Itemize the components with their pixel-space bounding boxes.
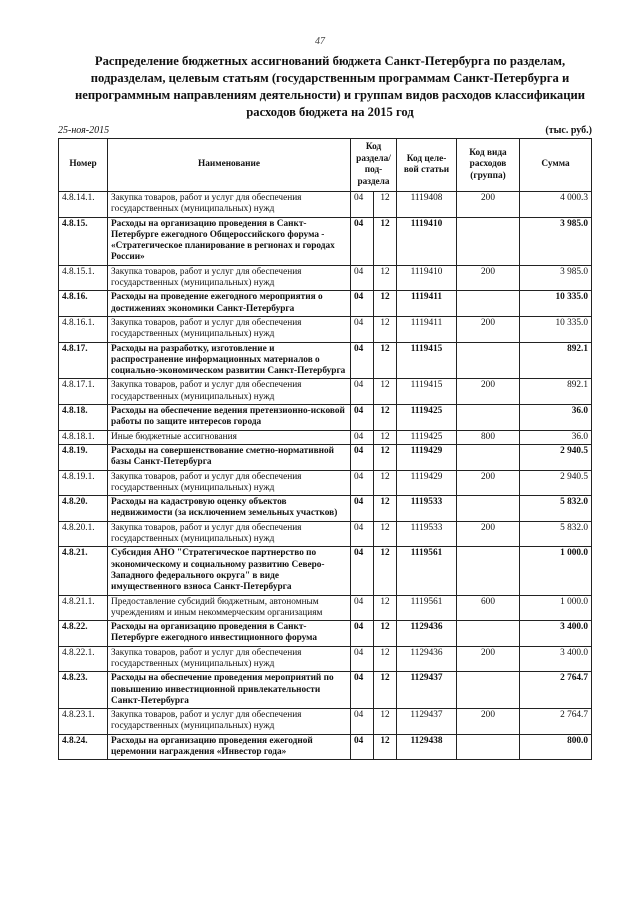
row-number: 4.8.20.1. [59, 521, 108, 547]
row-csr: 1119408 [397, 192, 457, 218]
row-name: Субсидия АНО "Стратегическое партнерство по экономическому и социальному развитию Северо-Западного федерального округа" в виде имущественного взноса Санкт-Петербурга [108, 547, 351, 595]
row-sum: 3 400.0 [520, 646, 592, 672]
table-row [59, 595, 592, 621]
row-csr: 1119429 [397, 444, 457, 470]
table-row [59, 547, 592, 595]
header-csr: Код целе-вой статьи [397, 139, 457, 192]
row-name: Закупка товаров, работ и услуг для обеспечения государственных (муниципальных) нужд [108, 709, 351, 735]
row-csr: 1119425 [397, 430, 457, 444]
row-number: 4.8.21.1. [59, 595, 108, 621]
row-section: 04 [351, 217, 374, 265]
table-row [59, 521, 592, 547]
row-number: 4.8.16.1. [59, 316, 108, 342]
table-row [59, 342, 592, 379]
row-sum: 800.0 [520, 734, 592, 760]
row-name: Расходы на кадастровую оценку объектов недвижимости (за исключением земельных участков) [108, 496, 351, 522]
row-sum: 2 940.5 [520, 470, 592, 496]
row-vr [457, 444, 520, 470]
table-row [59, 405, 592, 431]
row-number: 4.8.22. [59, 621, 108, 647]
row-csr: 1119533 [397, 521, 457, 547]
row-number: 4.8.23. [59, 672, 108, 709]
row-subsection: 12 [374, 470, 397, 496]
row-csr: 1119410 [397, 217, 457, 265]
row-vr: 200 [457, 521, 520, 547]
row-number: 4.8.21. [59, 547, 108, 595]
table-row [59, 470, 592, 496]
row-csr: 1119415 [397, 379, 457, 405]
table-row [59, 646, 592, 672]
row-csr: 1129436 [397, 646, 457, 672]
row-number: 4.8.14.1. [59, 192, 108, 218]
row-csr: 1129437 [397, 672, 457, 709]
row-sum: 2 764.7 [520, 672, 592, 709]
table-row [59, 430, 592, 444]
row-csr: 1119415 [397, 342, 457, 379]
row-sum: 1 000.0 [520, 547, 592, 595]
row-csr: 1119425 [397, 405, 457, 431]
row-name: Закупка товаров, работ и услуг для обеспечения государственных (муниципальных) нужд [108, 265, 351, 291]
row-section: 04 [351, 405, 374, 431]
header-vr: Код вида расходов (группа) [457, 139, 520, 192]
row-name: Расходы на совершенствование сметно-нормативной базы Санкт-Петербурга [108, 444, 351, 470]
row-csr: 1119561 [397, 595, 457, 621]
row-number: 4.8.17.1. [59, 379, 108, 405]
row-section: 04 [351, 342, 374, 379]
budget-table [58, 138, 592, 760]
row-subsection: 12 [374, 405, 397, 431]
row-subsection: 12 [374, 709, 397, 735]
row-section: 04 [351, 621, 374, 647]
row-number: 4.8.19.1. [59, 470, 108, 496]
row-vr [457, 734, 520, 760]
row-name: Расходы на проведение ежегодного мероприятия о достижениях экономики Санкт-Петербурга [108, 291, 351, 317]
row-subsection: 12 [374, 595, 397, 621]
table-row [59, 621, 592, 647]
row-vr: 600 [457, 595, 520, 621]
row-vr: 800 [457, 430, 520, 444]
row-subsection: 12 [374, 672, 397, 709]
row-vr [457, 547, 520, 595]
table-row [59, 217, 592, 265]
row-section: 04 [351, 595, 374, 621]
row-sum: 3 985.0 [520, 217, 592, 265]
row-sum: 3 400.0 [520, 621, 592, 647]
row-subsection: 12 [374, 265, 397, 291]
row-csr: 1119411 [397, 291, 457, 317]
row-vr [457, 621, 520, 647]
row-subsection: 12 [374, 291, 397, 317]
table-row [59, 379, 592, 405]
row-section: 04 [351, 496, 374, 522]
row-sum: 36.0 [520, 430, 592, 444]
row-vr: 200 [457, 470, 520, 496]
row-vr: 200 [457, 709, 520, 735]
row-name: Закупка товаров, работ и услуг для обеспечения государственных (муниципальных) нужд [108, 192, 351, 218]
row-number: 4.8.15.1. [59, 265, 108, 291]
table-row [59, 496, 592, 522]
row-sum: 4 000.3 [520, 192, 592, 218]
row-number: 4.8.20. [59, 496, 108, 522]
units-label: (тыс. руб.) [545, 125, 592, 136]
row-section: 04 [351, 709, 374, 735]
row-name: Расходы на организацию проведения в Санкт-Петербурге ежегодного Общероссийского форума - «Стратегическое планирование в регионах и городах России» [108, 217, 351, 265]
table-row [59, 316, 592, 342]
row-name: Расходы на разработку, изготовление и распространение информационных материалов о социально-экономическом развитии Санкт-Петербурга [108, 342, 351, 379]
table-body [59, 192, 592, 760]
row-section: 04 [351, 444, 374, 470]
row-subsection: 12 [374, 621, 397, 647]
row-section: 04 [351, 430, 374, 444]
row-number: 4.8.18. [59, 405, 108, 431]
row-subsection: 12 [374, 217, 397, 265]
row-number: 4.8.24. [59, 734, 108, 760]
row-sum: 10 335.0 [520, 316, 592, 342]
row-number: 4.8.16. [59, 291, 108, 317]
row-section: 04 [351, 291, 374, 317]
row-vr [457, 405, 520, 431]
row-subsection: 12 [374, 430, 397, 444]
row-number: 4.8.18.1. [59, 430, 108, 444]
table-row [59, 709, 592, 735]
row-section: 04 [351, 521, 374, 547]
row-vr [457, 291, 520, 317]
row-section: 04 [351, 646, 374, 672]
row-vr: 200 [457, 192, 520, 218]
table-row [59, 192, 592, 218]
row-name: Закупка товаров, работ и услуг для обеспечения государственных (муниципальных) нужд [108, 470, 351, 496]
row-subsection: 12 [374, 444, 397, 470]
row-name: Предоставление субсидий бюджетным, автономным учреждениям и иным некоммерческим организациям [108, 595, 351, 621]
row-vr: 200 [457, 265, 520, 291]
header-sum: Сумма [520, 139, 592, 192]
row-vr [457, 672, 520, 709]
row-name: Расходы на организацию проведения в Санкт-Петербурге ежегодного инвестиционного форума [108, 621, 351, 647]
row-csr: 1129438 [397, 734, 457, 760]
row-csr: 1119533 [397, 496, 457, 522]
row-section: 04 [351, 470, 374, 496]
row-csr: 1119411 [397, 316, 457, 342]
row-section: 04 [351, 379, 374, 405]
row-name: Закупка товаров, работ и услуг для обеспечения государственных (муниципальных) нужд [108, 316, 351, 342]
row-sum: 10 335.0 [520, 291, 592, 317]
document-date: 25-ноя-2015 [58, 125, 110, 136]
page-number: 47 [315, 36, 325, 47]
row-sum: 5 832.0 [520, 521, 592, 547]
row-name: Расходы на обеспечение проведения мероприятий по повышению инвестиционной привлекательности Санкт-Петербурга [108, 672, 351, 709]
row-vr: 200 [457, 646, 520, 672]
table-row [59, 734, 592, 760]
row-name: Иные бюджетные ассигнования [108, 430, 351, 444]
row-vr: 200 [457, 379, 520, 405]
row-name: Расходы на обеспечение ведения претензионно-исковой работы по защите интересов города [108, 405, 351, 431]
row-sum: 892.1 [520, 342, 592, 379]
row-subsection: 12 [374, 379, 397, 405]
row-sum: 1 000.0 [520, 595, 592, 621]
table-row [59, 291, 592, 317]
table-header-row [59, 139, 592, 192]
row-csr: 1119410 [397, 265, 457, 291]
row-section: 04 [351, 734, 374, 760]
row-sum: 5 832.0 [520, 496, 592, 522]
row-subsection: 12 [374, 734, 397, 760]
row-number: 4.8.19. [59, 444, 108, 470]
row-sum: 3 985.0 [520, 265, 592, 291]
row-csr: 1119429 [397, 470, 457, 496]
row-subsection: 12 [374, 547, 397, 595]
row-subsection: 12 [374, 496, 397, 522]
row-vr [457, 496, 520, 522]
table-row [59, 672, 592, 709]
row-name: Закупка товаров, работ и услуг для обеспечения государственных (муниципальных) нужд [108, 646, 351, 672]
row-section: 04 [351, 265, 374, 291]
row-sum: 2 940.5 [520, 444, 592, 470]
header-section: Код раздела/ под-раздела [351, 139, 397, 192]
row-vr [457, 342, 520, 379]
row-number: 4.8.22.1. [59, 646, 108, 672]
row-subsection: 12 [374, 646, 397, 672]
row-csr: 1119561 [397, 547, 457, 595]
document-title: Распределение бюджетных ассигнований бюджета Санкт-Петербурга по разделам, подразделам, целевым статьям (государственным программам Санкт-Петербурга и непрограммным направлениям деятельности) и группам видов расходов классификации расходов бюджета на 2015 год [75, 54, 585, 119]
row-vr: 200 [457, 316, 520, 342]
row-section: 04 [351, 672, 374, 709]
header-name: Наименование [108, 139, 351, 192]
row-subsection: 12 [374, 342, 397, 379]
table-row [59, 444, 592, 470]
row-number: 4.8.15. [59, 217, 108, 265]
row-sum: 2 764.7 [520, 709, 592, 735]
row-name: Закупка товаров, работ и услуг для обеспечения государственных (муниципальных) нужд [108, 521, 351, 547]
table-row [59, 265, 592, 291]
row-sum: 892.1 [520, 379, 592, 405]
row-sum: 36.0 [520, 405, 592, 431]
row-csr: 1129436 [397, 621, 457, 647]
row-vr [457, 217, 520, 265]
row-csr: 1129437 [397, 709, 457, 735]
row-name: Расходы на организацию проведения ежегодной церемонии награждения «Инвестор года» [108, 734, 351, 760]
header-number: Номер [59, 139, 108, 192]
row-section: 04 [351, 547, 374, 595]
row-number: 4.8.23.1. [59, 709, 108, 735]
row-number: 4.8.17. [59, 342, 108, 379]
row-subsection: 12 [374, 316, 397, 342]
row-section: 04 [351, 316, 374, 342]
row-name: Закупка товаров, работ и услуг для обеспечения государственных (муниципальных) нужд [108, 379, 351, 405]
row-section: 04 [351, 192, 374, 218]
row-subsection: 12 [374, 521, 397, 547]
row-subsection: 12 [374, 192, 397, 218]
